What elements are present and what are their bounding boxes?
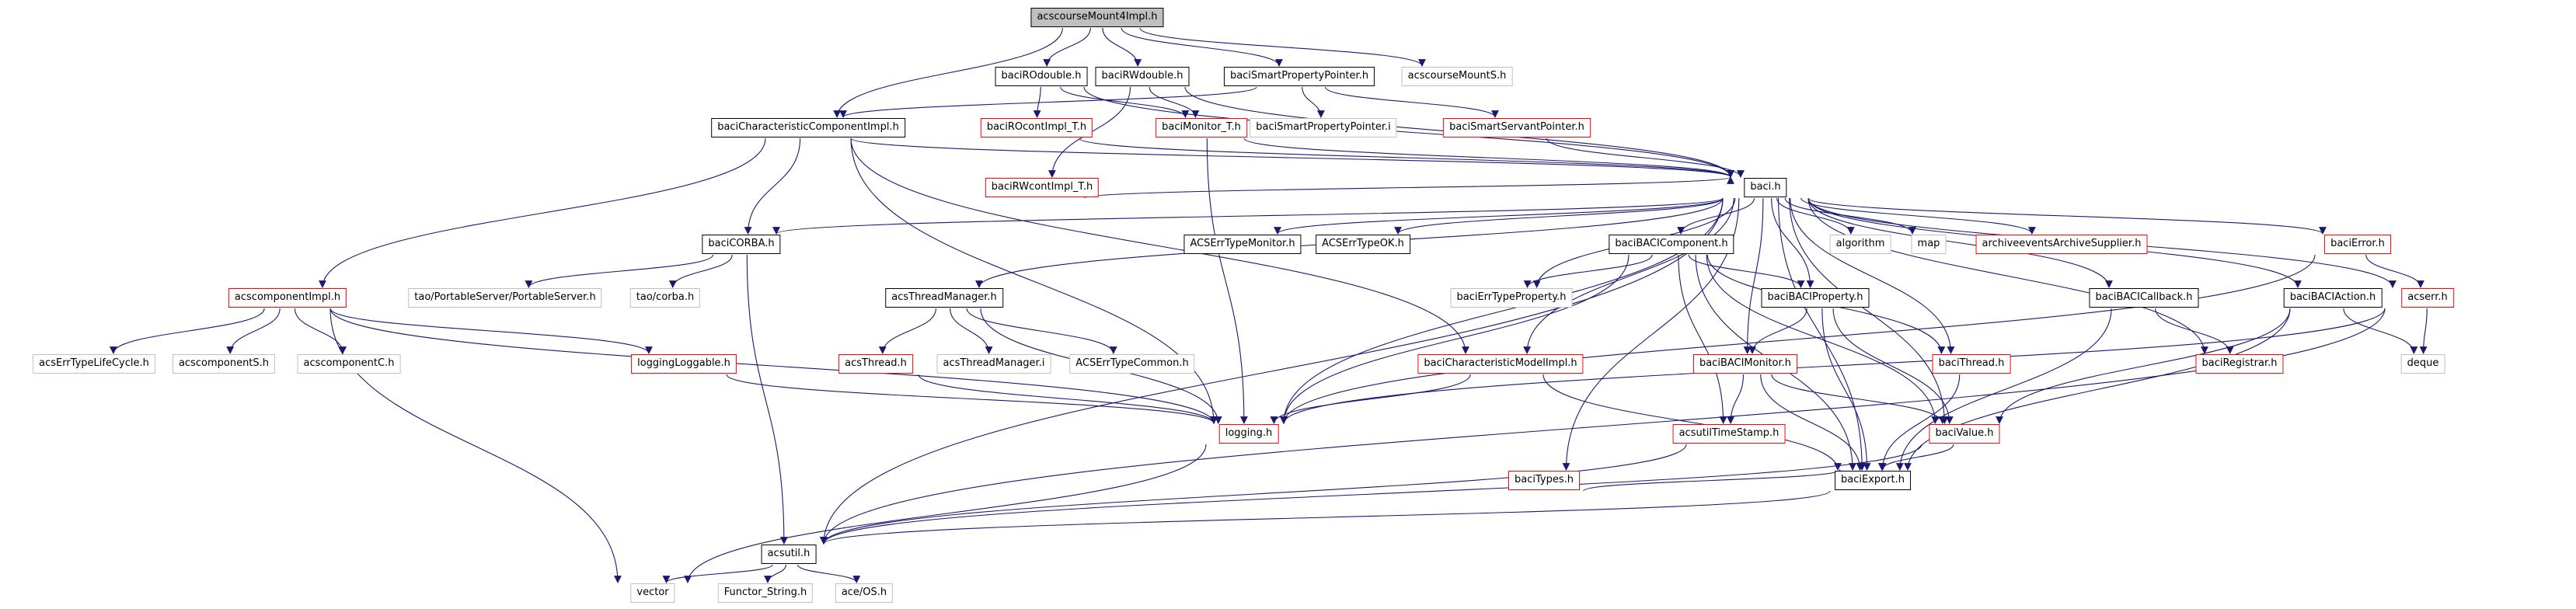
edge-bacicomp-to-timestamp bbox=[1678, 255, 1724, 423]
graph-node-m4[interactable]: acscourseMount4Impl.h bbox=[1030, 8, 1163, 27]
graph-node-rocont[interactable]: baciROcontImpl_T.h bbox=[981, 118, 1093, 137]
edge-bcci-to-corba bbox=[748, 138, 800, 234]
edge-rodbl-to-monitort bbox=[1061, 87, 1186, 117]
graph-node-rodbl[interactable]: baciROdouble.h bbox=[995, 67, 1088, 86]
graph-node-bacicallback[interactable]: baciBACICallback.h bbox=[2089, 288, 2198, 308]
edge-bacierror-to-acserr bbox=[2366, 255, 2421, 287]
graph-node-sppi[interactable]: baciSmartPropertyPointer.i bbox=[1250, 118, 1396, 137]
graph-node-acserrlc[interactable]: acsErrTypeLifeCycle.h bbox=[33, 354, 155, 374]
graph-node-baciaction[interactable]: baciBACIAction.h bbox=[2284, 288, 2383, 308]
edge-rwdbl-to-monitort bbox=[1149, 87, 1195, 117]
edge-bacicomp-to-bacierrtypeprop bbox=[1528, 255, 1653, 287]
graph-node-acseto[interactable]: ACSErrTypeOK.h bbox=[1316, 235, 1410, 254]
graph-node-bacierrtypeprop[interactable]: baciErrTypeProperty.h bbox=[1450, 288, 1572, 308]
edge-m4-to-rwdbl bbox=[1103, 28, 1138, 66]
edge-acscompimpl-to-acscompc bbox=[295, 308, 343, 353]
graph-node-functor[interactable]: Functor_String.h bbox=[718, 583, 813, 603]
graph-node-taops[interactable]: tao/PortableServer/PortableServer.h bbox=[408, 288, 601, 308]
graph-node-bacimon[interactable]: baciBACIMonitor.h bbox=[1693, 354, 1797, 374]
edge-acscompimpl-to-acscomps bbox=[230, 308, 280, 353]
graph-node-acscompc[interactable]: acscomponentC.h bbox=[298, 354, 401, 374]
edge-baci-to-corba bbox=[776, 198, 1723, 234]
graph-node-monitort[interactable]: baciMonitor_T.h bbox=[1156, 118, 1247, 137]
graph-node-acscompimpl[interactable]: acscomponentImpl.h bbox=[228, 288, 347, 308]
graph-node-acsthreadmgr[interactable]: acsThreadManager.h bbox=[885, 288, 1003, 308]
graph-node-timestamp[interactable]: acsutilTimeStamp.h bbox=[1673, 424, 1786, 444]
graph-node-bacithread[interactable]: baciThread.h bbox=[1933, 354, 2011, 374]
edge-bacicallback-to-baciregistrar bbox=[2156, 308, 2230, 353]
edge-m4-to-mounts bbox=[1140, 28, 1422, 66]
edge-bacivalue-to-acsutil bbox=[824, 444, 1922, 544]
graph-node-bacicomp[interactable]: baciBACIComponent.h bbox=[1609, 235, 1734, 254]
edge-baciprop-to-baciexport bbox=[1822, 308, 1867, 470]
graph-node-logloggable[interactable]: loggingLoggable.h bbox=[631, 354, 737, 374]
edge-acscompimpl-to-acserrlc bbox=[113, 308, 264, 353]
graph-node-bcci[interactable]: baciCharacteristicComponentImpl.h bbox=[711, 118, 905, 137]
edge-baci-to-baciprop bbox=[1772, 198, 1811, 287]
graph-node-ssp[interactable]: baciSmartServantPointer.h bbox=[1443, 118, 1591, 137]
graph-node-baci[interactable]: baci.h bbox=[1744, 178, 1786, 197]
edge-corba-to-taocorba bbox=[673, 255, 732, 287]
edge-bcmi-to-baciexport bbox=[1543, 374, 1838, 470]
graph-node-acsutil[interactable]: acsutil.h bbox=[762, 545, 817, 564]
graph-node-rwcont[interactable]: baciRWcontImpl_T.h bbox=[985, 178, 1099, 197]
graph-node-spph[interactable]: baciSmartPropertyPointer.h bbox=[1224, 67, 1375, 86]
graph-node-logging[interactable]: logging.h bbox=[1219, 424, 1279, 444]
edge-bacicomp-to-logging bbox=[1284, 255, 1629, 423]
edge-spph-to-sppi bbox=[1302, 87, 1321, 117]
edge-baci-to-bacimon bbox=[1748, 198, 1763, 353]
edge-acsthreadmgr-to-acsetc bbox=[967, 308, 1114, 353]
edge-monitort-to-baci bbox=[1244, 138, 1731, 177]
graph-node-baciexport[interactable]: baciExport.h bbox=[1835, 471, 1911, 490]
graph-node-bacierror[interactable]: baciError.h bbox=[2324, 235, 2391, 254]
graph-node-rwdbl[interactable]: baciRWdouble.h bbox=[1095, 67, 1189, 86]
edge-bacierror-to-logging bbox=[1284, 255, 2315, 423]
edge-corba-to-taops bbox=[528, 255, 713, 287]
graph-node-acsetm[interactable]: ACSErrTypeMonitor.h bbox=[1183, 235, 1301, 254]
edge-bcmi-to-logging bbox=[1274, 374, 1470, 423]
graph-node-taocorba[interactable]: tao/corba.h bbox=[630, 288, 700, 308]
edge-acsutil-to-functor bbox=[768, 565, 786, 583]
edge-acserr-to-acsutil bbox=[824, 308, 2385, 544]
edge-m4-to-spph bbox=[1121, 28, 1279, 66]
graph-node-acsetc[interactable]: ACSErrTypeCommon.h bbox=[1069, 354, 1194, 374]
edge-corba-to-acsutil bbox=[747, 255, 784, 544]
graph-node-acserr[interactable]: acserr.h bbox=[2401, 288, 2454, 308]
graph-node-bacivalue[interactable]: baciValue.h bbox=[1929, 424, 1999, 444]
edge-acsutil-to-aceos bbox=[798, 565, 857, 583]
edge-bcci-to-acscompimpl bbox=[322, 138, 765, 287]
graph-node-bacitypes[interactable]: baciTypes.h bbox=[1508, 471, 1580, 490]
edge-spph-to-bcci bbox=[843, 87, 1257, 117]
edge-bcci-to-baci bbox=[851, 138, 1731, 177]
graph-node-mounts[interactable]: acscourseMountS.h bbox=[1402, 67, 1513, 86]
graph-node-corba[interactable]: baciCORBA.h bbox=[702, 235, 780, 254]
edge-spph-to-ssp bbox=[1326, 87, 1495, 117]
edge-baci-to-bacivalue bbox=[1790, 198, 1945, 423]
edge-rwcont-to-baci bbox=[1085, 177, 1731, 198]
edge-baci-to-bacithread bbox=[1790, 198, 1951, 353]
edge-timestamp-to-acsutil bbox=[824, 444, 1686, 544]
edge-bacithread-to-baciexport bbox=[1883, 374, 1960, 470]
edge-baciexport-to-acsutil bbox=[824, 491, 1830, 544]
graph-node-bcmi[interactable]: baciCharacteristicModelImpl.h bbox=[1417, 354, 1583, 374]
edge-acsutil-to-vector bbox=[667, 565, 773, 583]
edge-bacicomp-to-baciprop bbox=[1689, 255, 1800, 287]
graph-node-aceos[interactable]: ace/OS.h bbox=[835, 583, 893, 603]
graph-node-deque[interactable]: deque bbox=[2401, 354, 2445, 374]
edge-acscompimpl-to-vector bbox=[330, 308, 618, 583]
graph-node-algorithm[interactable]: algorithm bbox=[1830, 235, 1891, 254]
graph-node-map[interactable]: map bbox=[1912, 235, 1947, 254]
edge-baci-to-bacierror bbox=[1808, 198, 2323, 234]
edge-rocont-to-baci bbox=[1079, 138, 1731, 177]
graph-node-acsthread[interactable]: acsThread.h bbox=[838, 354, 913, 374]
graph-node-vector[interactable]: vector bbox=[630, 583, 675, 603]
edge-bacitypes-to-baciexport bbox=[1584, 470, 1840, 491]
edge-m4-to-rodbl bbox=[1047, 28, 1090, 66]
edge-acscompimpl-to-logloggable bbox=[330, 308, 649, 353]
edge-logloggable-to-logging bbox=[727, 374, 1214, 423]
edge-acsthreadmgr-to-acsthreadmgri bbox=[950, 308, 989, 353]
edge-baciaction-to-baciexport bbox=[1908, 308, 2290, 470]
graph-node-acsthreadmgri[interactable]: acsThreadManager.i bbox=[937, 354, 1051, 374]
graph-node-archive[interactable]: archiveeventsArchiveSupplier.h bbox=[1976, 235, 2148, 254]
edge-acsthreadmgr-to-acsthread bbox=[883, 308, 936, 353]
edge-baci-to-acsetm bbox=[1278, 198, 1723, 234]
edge-acserr-to-deque bbox=[2424, 308, 2428, 353]
graph-node-baciregistrar[interactable]: baciRegistrar.h bbox=[2196, 354, 2284, 374]
graph-node-baciprop[interactable]: baciBACIProperty.h bbox=[1762, 288, 1870, 308]
graph-node-acscomps[interactable]: acscomponentS.h bbox=[173, 354, 275, 374]
